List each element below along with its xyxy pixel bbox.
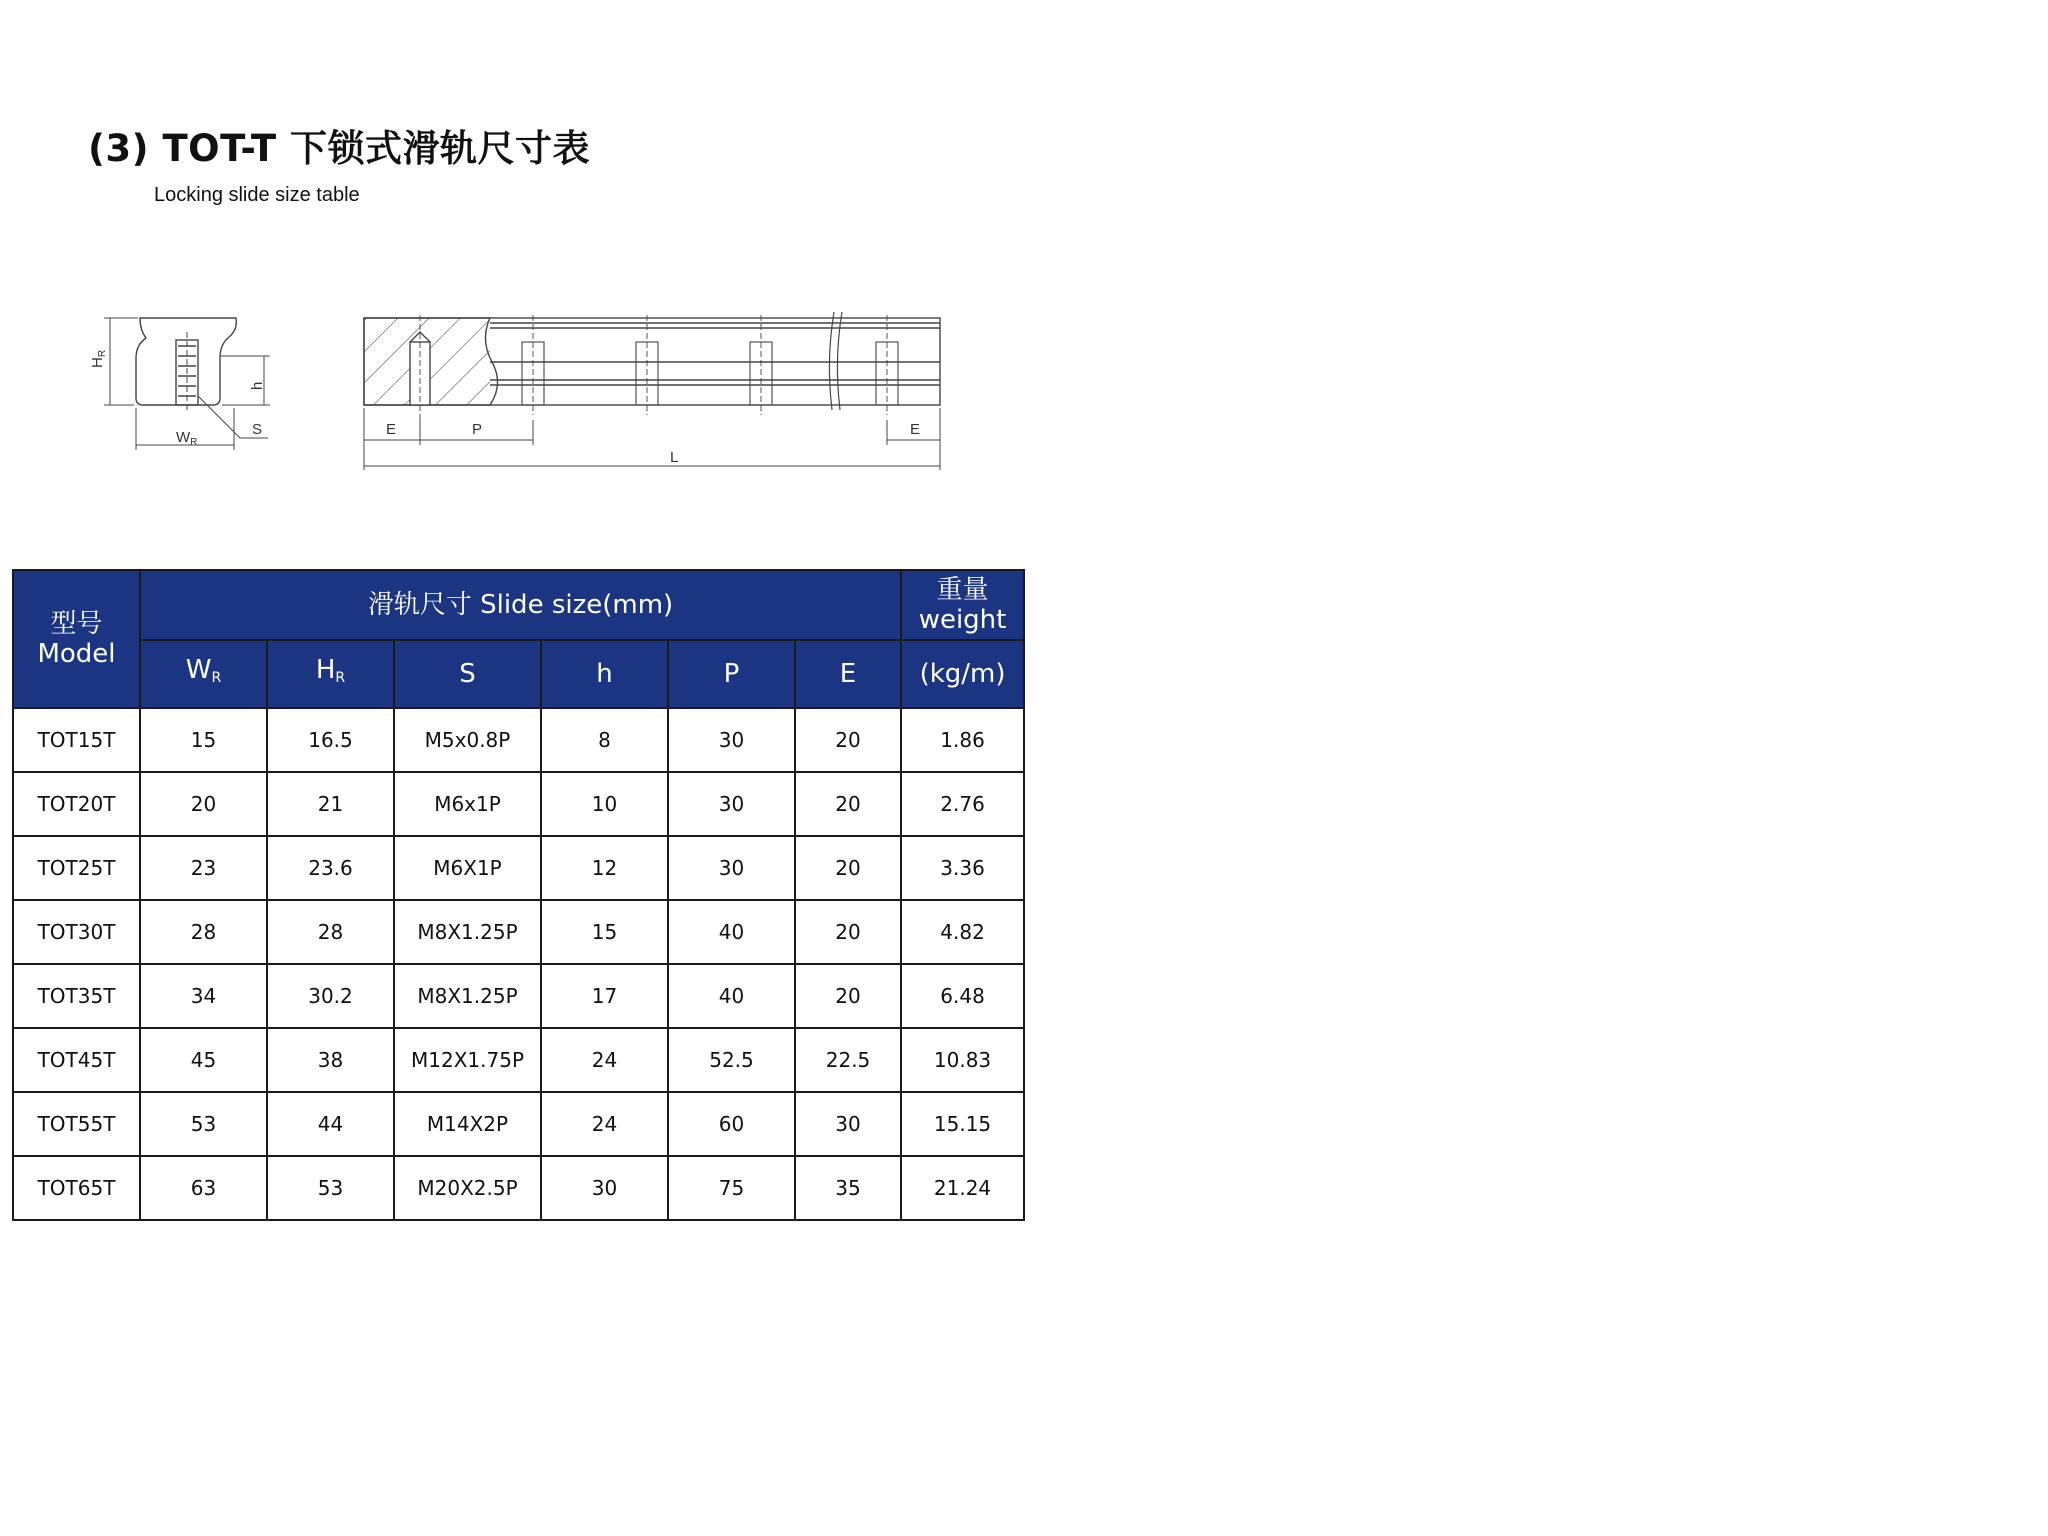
cell-weight: 21.24 <box>901 1156 1024 1220</box>
col-header-hr: $H_R$ <box>267 640 394 708</box>
cell-wr: 34 <box>140 964 267 1028</box>
cell-hr: 53 <box>267 1156 394 1220</box>
cell-h: 30 <box>541 1156 668 1220</box>
rail-dimension-drawing <box>0 0 1000 480</box>
cell-model: TOT15T <box>13 708 140 772</box>
cell-hr: 28 <box>267 900 394 964</box>
cell-wr: 23 <box>140 836 267 900</box>
cell-h: 12 <box>541 836 668 900</box>
rail-cross-section <box>104 272 270 450</box>
weight-header <box>901 570 1024 640</box>
dim-label-wr: $W_R$ <box>176 429 198 448</box>
cell-p: 52.5 <box>668 1028 795 1092</box>
table-row <box>13 964 1024 1028</box>
rail-side-view <box>364 312 940 470</box>
table-row <box>13 1028 1024 1092</box>
cell-hr: 23.6 <box>267 836 394 900</box>
cell-hr: 21 <box>267 772 394 836</box>
cell-e: 20 <box>795 900 901 964</box>
dim-label-s: S <box>252 421 263 438</box>
col-header-weight-unit: (kg/m) <box>901 640 1024 708</box>
cell-e: 35 <box>795 1156 901 1220</box>
slide-size-header: 滑轨尺寸 Slide size(mm) <box>140 570 901 640</box>
cell-p: 40 <box>668 900 795 964</box>
col-header-h: h <box>541 640 668 708</box>
cell-h: 15 <box>541 900 668 964</box>
cell-p: 60 <box>668 1092 795 1156</box>
cell-wr: 53 <box>140 1092 267 1156</box>
col-header-s: S <box>394 640 541 708</box>
table-row <box>13 1156 1024 1220</box>
cell-wr: 63 <box>140 1156 267 1220</box>
cell-wr: 28 <box>140 900 267 964</box>
cell-model: TOT65T <box>13 1156 140 1220</box>
cell-wr: 45 <box>140 1028 267 1092</box>
page-title: (3) TOT-T 下锁式滑轨尺寸表 <box>88 127 590 170</box>
cell-weight: 3.36 <box>901 836 1024 900</box>
cell-weight: 1.86 <box>901 708 1024 772</box>
cell-s: M14X2P <box>394 1092 541 1156</box>
dim-label-p: P <box>472 421 483 438</box>
cell-s: M6X1P <box>394 836 541 900</box>
col-header-e: E <box>795 640 901 708</box>
cell-s: M20X2.5P <box>394 1156 541 1220</box>
cell-s: M5x0.8P <box>394 708 541 772</box>
cell-hr: 30.2 <box>267 964 394 1028</box>
cell-p: 30 <box>668 772 795 836</box>
cell-e: 20 <box>795 836 901 900</box>
cell-h: 8 <box>541 708 668 772</box>
cell-h: 17 <box>541 964 668 1028</box>
cell-weight: 15.15 <box>901 1092 1024 1156</box>
table-row <box>13 708 1024 772</box>
model-header <box>13 570 140 708</box>
cell-p: 30 <box>668 708 795 772</box>
weight-header-en: weight <box>918 605 1007 635</box>
dim-label-h: h <box>249 381 266 390</box>
cell-weight: 10.83 <box>901 1028 1024 1092</box>
cell-h: 24 <box>541 1028 668 1092</box>
cell-model: TOT25T <box>13 836 140 900</box>
cell-p: 30 <box>668 836 795 900</box>
cell-e: 30 <box>795 1092 901 1156</box>
weight-header-cn: 重量 <box>936 575 989 605</box>
cell-s: M8X1.25P <box>394 964 541 1028</box>
cell-hr: 16.5 <box>267 708 394 772</box>
cell-e: 20 <box>795 964 901 1028</box>
cell-model: TOT35T <box>13 964 140 1028</box>
cell-p: 75 <box>668 1156 795 1220</box>
page-subtitle: Locking slide size table <box>154 184 360 206</box>
cell-p: 40 <box>668 964 795 1028</box>
cell-e: 22.5 <box>795 1028 901 1092</box>
dim-label-l: L <box>670 449 679 466</box>
cell-wr: 15 <box>140 708 267 772</box>
dim-label-e-left: E <box>386 421 397 438</box>
model-header-cn: 型号 <box>50 609 103 639</box>
cell-e: 20 <box>795 772 901 836</box>
table-row <box>13 836 1024 900</box>
cell-model: TOT20T <box>13 772 140 836</box>
cell-weight: 6.48 <box>901 964 1024 1028</box>
cell-model: TOT30T <box>13 900 140 964</box>
cell-model: TOT55T <box>13 1092 140 1156</box>
dim-label-hr: $H_R$ <box>89 349 108 368</box>
cell-s: M8X1.25P <box>394 900 541 964</box>
cell-weight: 4.82 <box>901 900 1024 964</box>
model-header-en: Model <box>37 639 116 669</box>
table-row <box>13 1092 1024 1156</box>
col-header-p: P <box>668 640 795 708</box>
cell-model: TOT45T <box>13 1028 140 1092</box>
cell-weight: 2.76 <box>901 772 1024 836</box>
cell-s: M6x1P <box>394 772 541 836</box>
cell-e: 20 <box>795 708 901 772</box>
cell-s: M12X1.75P <box>394 1028 541 1092</box>
cell-wr: 20 <box>140 772 267 836</box>
slide-size-table <box>12 569 1025 1221</box>
col-header-wr: $W_R$ <box>140 640 267 708</box>
dim-label-e-right: E <box>910 421 921 438</box>
table-row <box>13 772 1024 836</box>
cell-h: 10 <box>541 772 668 836</box>
cell-hr: 38 <box>267 1028 394 1092</box>
cell-h: 24 <box>541 1092 668 1156</box>
table-row <box>13 900 1024 964</box>
cell-hr: 44 <box>267 1092 394 1156</box>
